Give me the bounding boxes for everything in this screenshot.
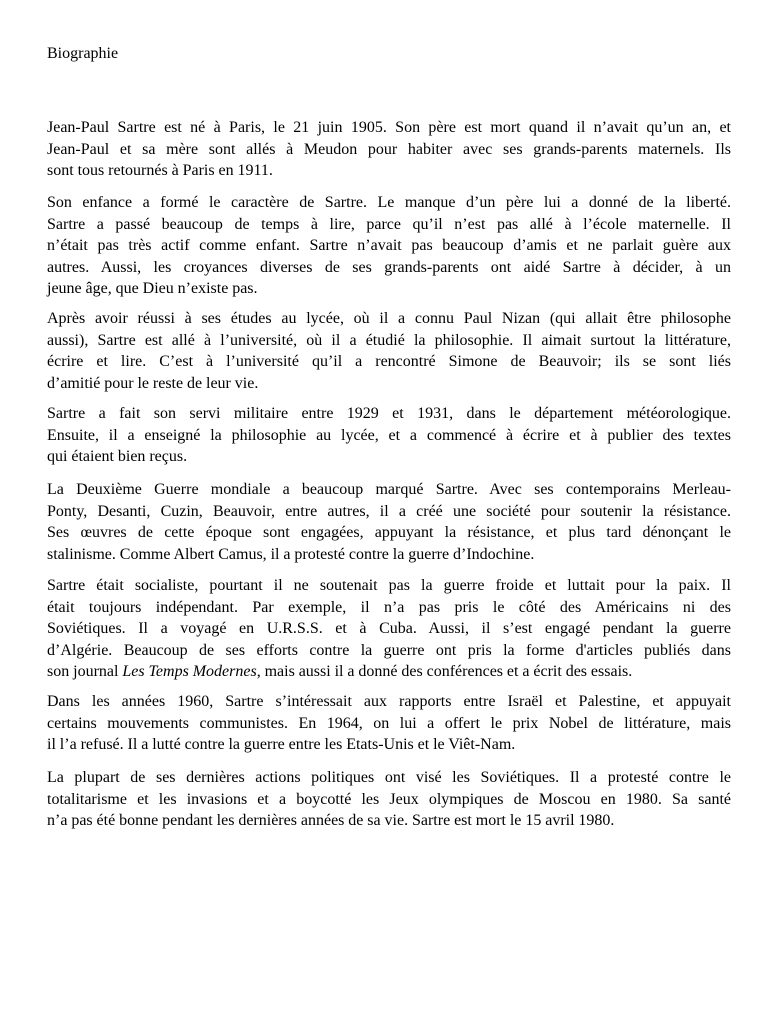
text-line: Dans les années 1960, Sartre s’intéressait aux rapports entre Israël et Palestine, et appuyait (47, 693, 731, 710)
text-line: Sartre a passé beaucoup de temps à lire, parce qu’il n’est pas allé à l’école maternelle. Il (47, 215, 731, 233)
text-line: il l’a refusé. Il a lutté contre la guerre entre les Etats-Unis et le Viêt-Nam. (47, 736, 516, 753)
paragraph-birth (47, 117, 731, 182)
text-line: Après avoir réussi à ses études au lycée, où il a connu Paul Nizan (qui allait être philosophe (47, 310, 731, 327)
text-line (47, 661, 731, 683)
text-line: était toujours indépendant. Par exemple, il n’a pas pris le côté des Américains ni des (47, 598, 731, 616)
text-line: Sartre a fait son servi militaire entre 1929 et 1931, dans le département météorologique. (47, 405, 731, 422)
paragraph-military-service (47, 403, 731, 468)
text-line: Jean-Paul et sa mère sont allés à Meudon pour habiter avec ses grands-parents maternels. Ils (47, 140, 731, 158)
paragraph-education (47, 308, 731, 394)
paragraph-world-war (47, 479, 731, 565)
paragraph-sixties (47, 691, 731, 756)
text-line: qui étaient bien reçus. (47, 448, 188, 465)
text-line: Ponty, Desanti, Cuzin, Beauvoir, entre autres, il a créé une société pour soutenir la résistance. (47, 502, 731, 520)
paragraph-childhood (47, 192, 731, 300)
text-line: La Deuxième Guerre mondiale a beaucoup marqué Sartre. Avec ses contemporains Merleau- (47, 481, 731, 498)
journal-title: Les Temps Modernes (122, 663, 257, 680)
paragraph-final-years (47, 767, 731, 832)
text-line: totalitarisme et les invasions et a boycotté les Jeux olympiques de Moscou en 1980. Sa santé (47, 790, 731, 808)
text-line: écrire et lire. C’est à l’université qu’il a rencontré Simone de Beauvoir; ils se sont liés (47, 353, 731, 370)
text-line: Sartre était socialiste, pourtant il ne soutenait pas la guerre froide et luttait pour la paix. Il (47, 577, 731, 594)
text-line: d’Algérie. Beaucoup de ses efforts contre la guerre ont pris la forme d'articles publiés dans (47, 641, 731, 659)
text-line: Soviétiques. Il a voyagé en U.R.S.S. et à Cuba. Aussi, il s’est engagé pendant la guerre (47, 620, 731, 637)
text-line: jeune âge, que Dieu n’existe pas. (47, 280, 258, 297)
text-line: Son enfance a formé le caractère de Sartre. Le manque d’un père lui a donné de la liberté. (47, 194, 731, 211)
text-run: , mais aussi il a donné des conférences et a écrit des essais. (256, 663, 633, 680)
text-run: son journal (47, 663, 123, 680)
paragraph-socialism (47, 575, 731, 683)
text-line: stalinisme. Comme Albert Camus, il a protesté contre la guerre d’Indochine. (47, 545, 535, 563)
text-line: d’amitié pour le reste de leur vie. (47, 374, 259, 392)
text-line: Ensuite, il a enseigné la philosophie au lycée, et a commencé à écrire et à publier des textes (47, 426, 731, 444)
text-line: n’était pas très actif comme enfant. Sartre n’avait pas beaucoup d’amis et ne parlait guère aux (47, 237, 731, 254)
text-line: La plupart de ses dernières actions politiques ont visé les Soviétiques. Il a protesté contre le (47, 769, 731, 786)
text-line: certains mouvements communistes. En 1964, on lui a offert le prix Nobel de littérature, mais (47, 714, 731, 732)
text-line: Jean-Paul Sartre est né à Paris, le 21 juin 1905. Son père est mort quand il n’avait qu’un an, et (47, 119, 731, 136)
text-line: n’a pas été bonne pendant les dernières années de sa vie. Sartre est mort le 15 avril 1980. (47, 812, 615, 829)
text-line: sont tous retournés à Paris en 1911. (47, 162, 273, 179)
text-line: Ses œuvres de cette époque sont engagées, appuyant la résistance, et plus tard dénonçant le (47, 524, 731, 541)
text-line: aussi), Sartre est allé à l’université, où il a étudié la philosophie. Il aimait surtout la littérature, (47, 331, 731, 349)
text-line: autres. Aussi, les croyances diverses de ses grands-parents ont aidé Sartre à décider, à un (47, 258, 731, 276)
document-title: Biographie (47, 45, 119, 62)
